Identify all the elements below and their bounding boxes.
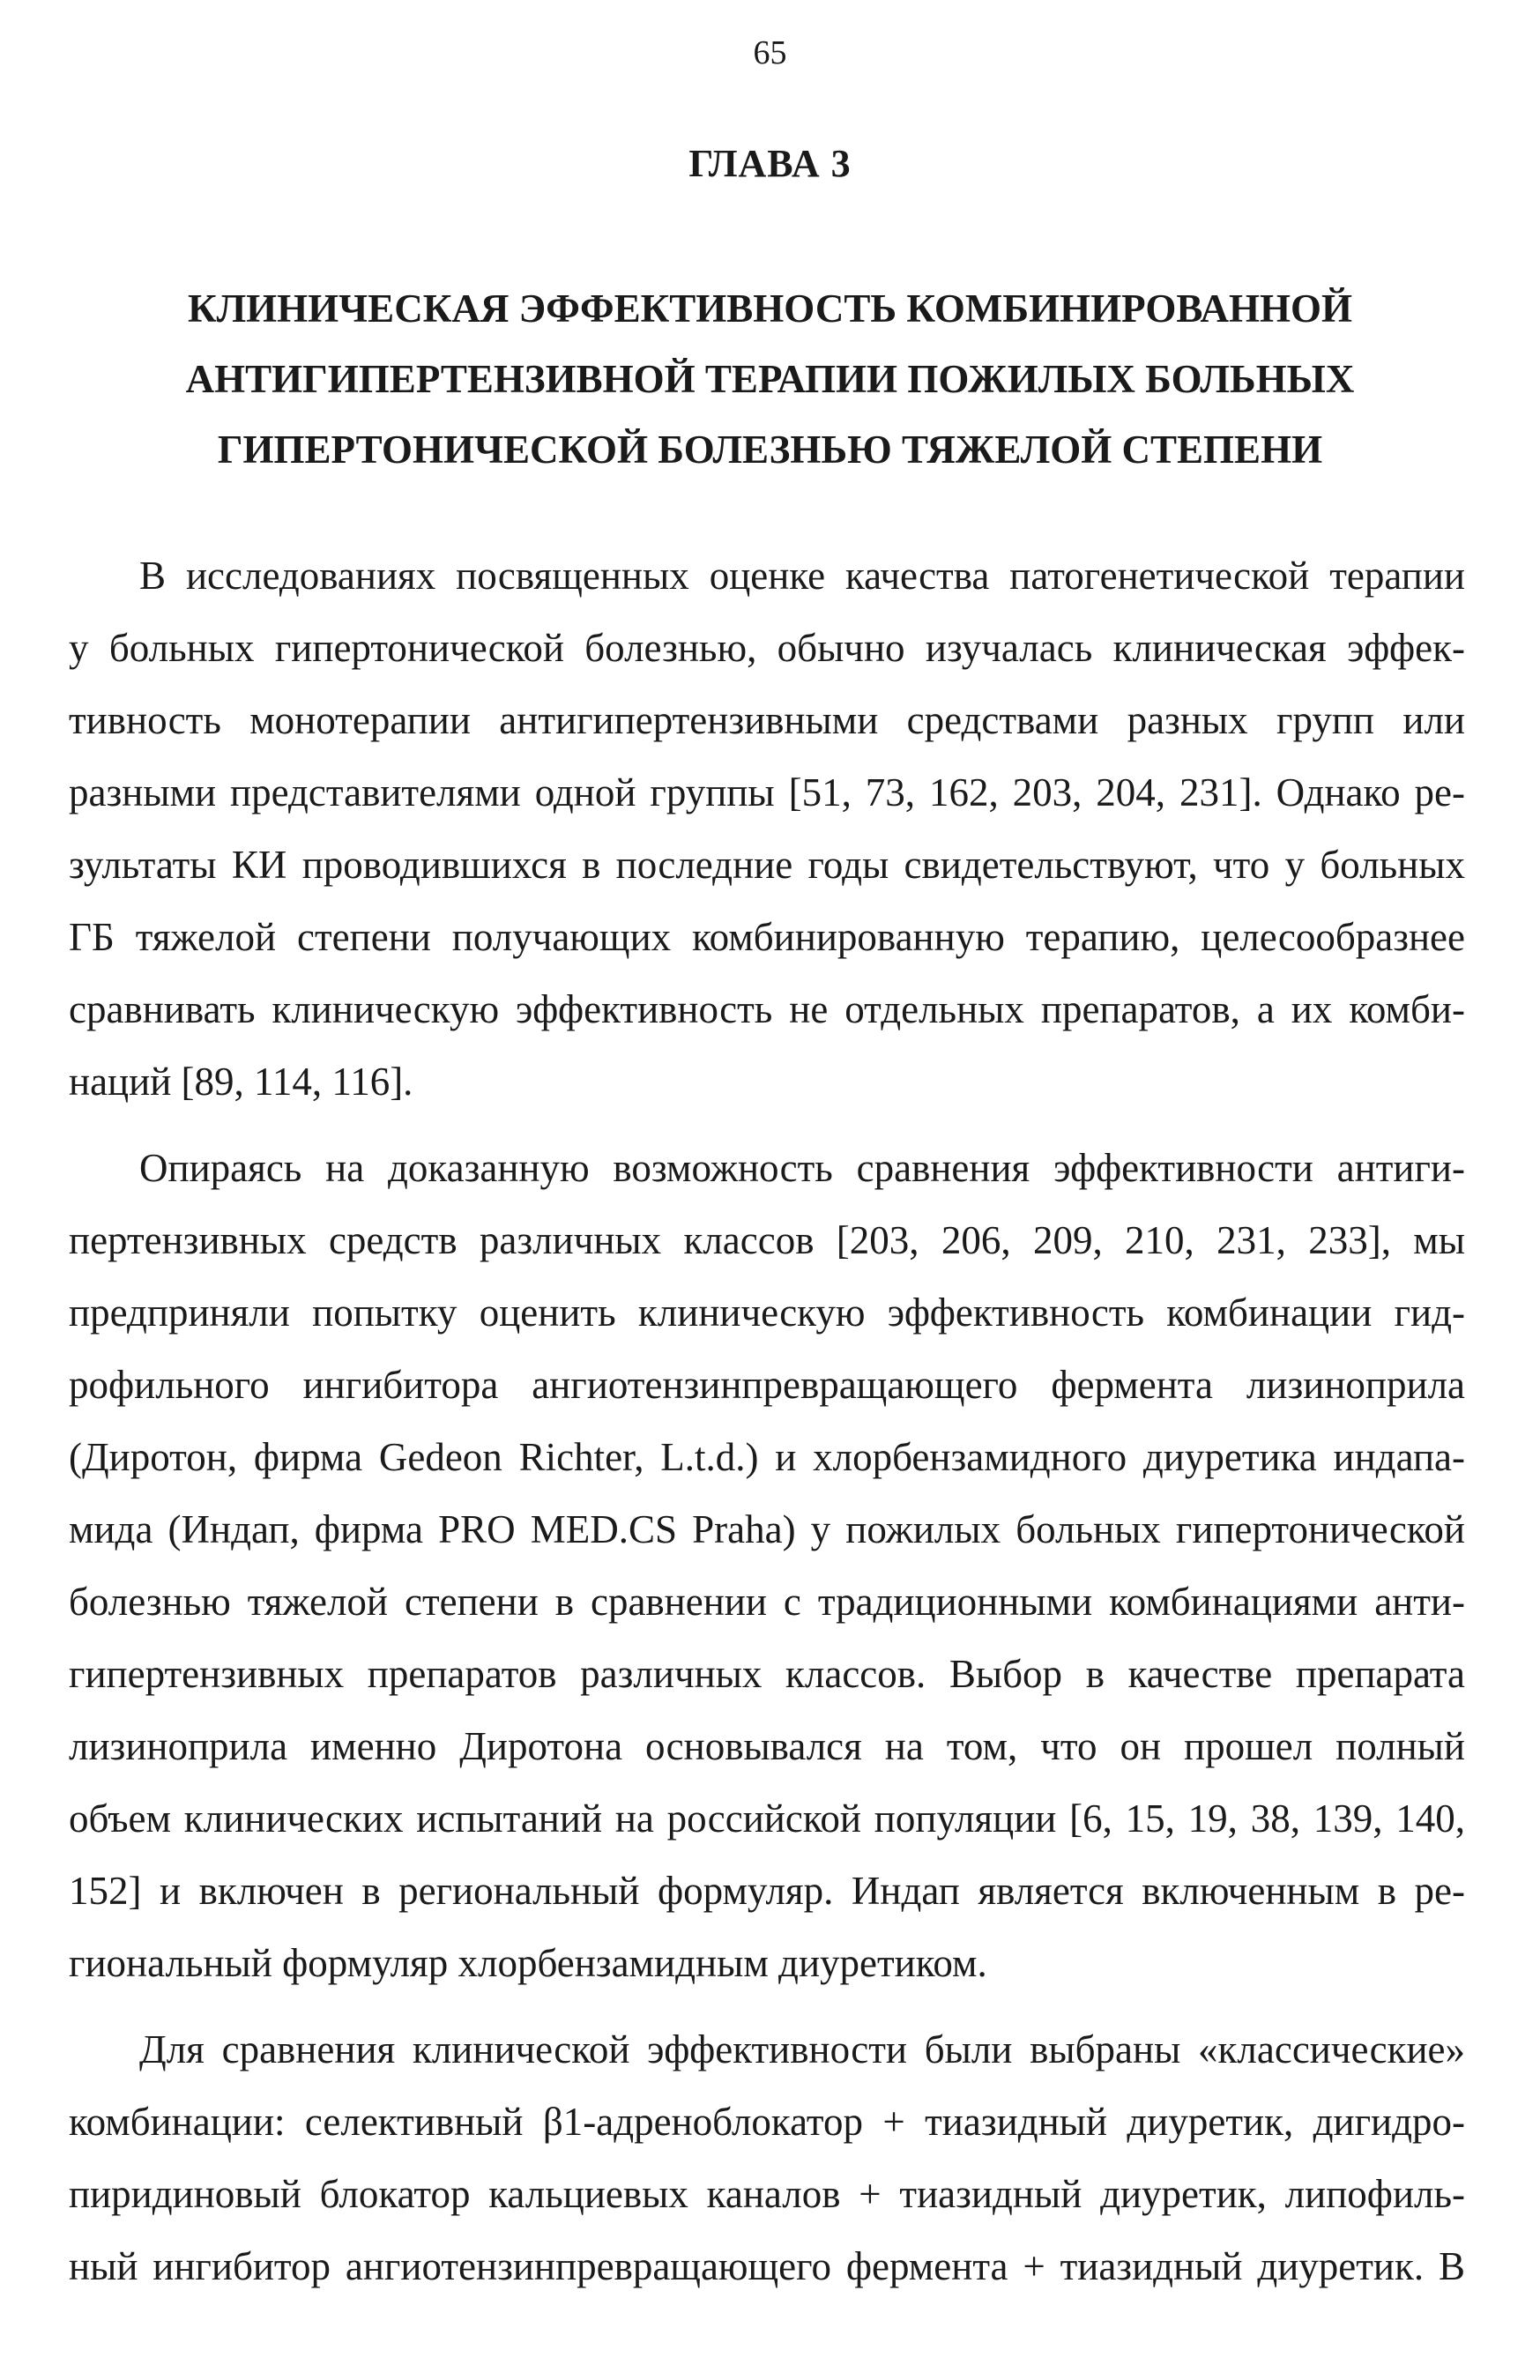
paragraph-line: 152] и включен в региональный формуляр. Индап является включенным в ре- (69, 1869, 1465, 1913)
chapter-title-line: КЛИНИЧЕСКАЯ ЭФФЕКТИВНОСТЬ КОМБИНИРОВАННОЙ (187, 286, 1353, 331)
paragraph-line: ГБ тяжелой степени получающих комбинированную терапию, целесообразнее (69, 915, 1465, 959)
chapter-title-line: АНТИГИПЕРТЕНЗИВНОЙ ТЕРАПИИ ПОЖИЛЫХ БОЛЬНЫХ (185, 357, 1355, 401)
paragraph-line: предприняли попытку оценить клиническую эффективность комбинации гид- (69, 1290, 1465, 1335)
paragraph-gap (69, 1118, 1465, 1132)
paragraph-line: наций [89, 114, 116]. (69, 1060, 413, 1104)
chapter-title-line: ГИПЕРТОНИЧЕСКОЙ БОЛЕЗНЬЮ ТЯЖЕЛОЙ СТЕПЕНИ (217, 428, 1323, 472)
paragraph-line: Опираясь на доказанную возможность сравнения эффективности антиги- (139, 1146, 1465, 1190)
chapter-title (106, 273, 1434, 485)
paragraph-line: лизиноприла именно Диротона основывался на том, что он прошел полный (69, 1724, 1465, 1768)
body-text (69, 539, 1465, 2302)
paragraph-line: тивность монотерапии антигипертензивными средствами разных групп или (69, 698, 1465, 742)
paragraph-line: зультаты КИ проводившихся в последние годы свидетельствуют, что у больных (69, 843, 1465, 887)
paragraph-line: Для сравнения клинической эффективности были выбраны «классические» (139, 2027, 1465, 2071)
paragraph-gap (69, 1999, 1465, 2013)
paragraph-line: комбинации: селективный β1-адреноблокатор + тиазидный диуретик, дигидро- (69, 2100, 1465, 2144)
paragraph-line: разными представителями одной группы [51, 73, 162, 203, 204, 231]. Однако ре- (69, 770, 1465, 814)
paragraph (69, 2013, 1465, 2302)
paragraph-line: гиональный формуляр хлорбензамидным диуретиком. (69, 1941, 987, 1985)
paragraph-line: рофильного ингибитора ангиотензинпревращающего фермента лизиноприла (69, 1363, 1465, 1407)
paragraph (69, 1132, 1465, 1999)
paragraph-line: объем клинических испытаний на российской популяции [6, 15, 19, 38, 139, 140, (69, 1796, 1465, 1841)
chapter-heading: ГЛАВА 3 (688, 142, 852, 185)
paragraph-line: мида (Индап, фирма PRO MED.CS Praha) у пожилых больных гипертонической (69, 1507, 1465, 1551)
paragraph-line: болезнью тяжелой степени в сравнении с традиционными комбинациями анти- (69, 1580, 1465, 1624)
paragraph-line: пертензивных средств различных классов [203, 206, 209, 210, 231, 233], мы (69, 1218, 1465, 1262)
paragraph-line: пиридиновый блокатор кальциевых каналов + тиазидный диуретик, липофиль- (69, 2172, 1465, 2216)
paragraph-line: ный ингибитор ангиотензинпревращающего фермента + тиазидный диуретик. В (69, 2244, 1465, 2288)
paragraph-line: сравнивать клиническую эффективность не отдельных препаратов, а их комби- (69, 987, 1465, 1031)
paragraph-line: гипертензивных препаратов различных классов. Выбор в качестве препарата (69, 1652, 1465, 1696)
page-number: 65 (753, 34, 787, 71)
paragraph (69, 539, 1465, 1118)
paragraph-line: В исследованиях посвященных оценке качества патогенетической терапии (139, 554, 1465, 598)
paragraph-line: у больных гипертонической болезнью, обычно изучалась клиническая эффек- (69, 626, 1465, 670)
paragraph-line: (Диротон, фирма Gedeon Richter, L.t.d.) и хлорбензамидного диуретика индапа- (69, 1435, 1465, 1479)
